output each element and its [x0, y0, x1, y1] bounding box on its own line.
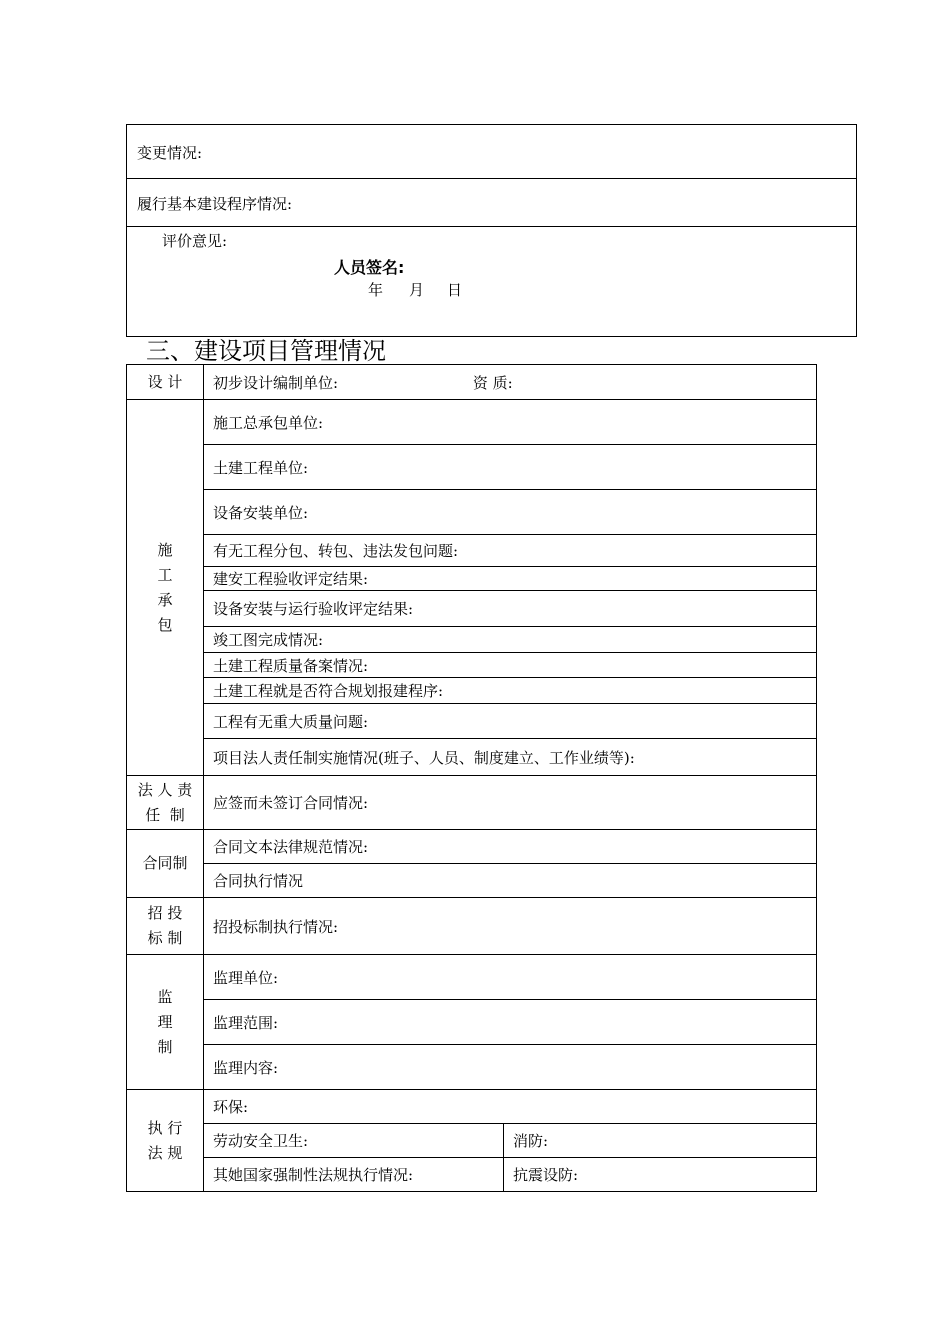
- evaluation-label: 评价意见:: [162, 232, 228, 250]
- construction-item: 土建工程就是否符合规划报建程序:: [204, 678, 817, 704]
- date-year: 年: [368, 281, 384, 299]
- legal-person-row: [127, 776, 817, 830]
- construction-item: 施工总承包单位:: [204, 400, 817, 445]
- supervision-label: 监理制: [127, 955, 204, 1090]
- supervision-item: 监理单位:: [204, 955, 817, 1000]
- section-title: 三、建设项目管理情况: [146, 337, 386, 365]
- construction-item: 工程有无重大质量问题:: [204, 704, 817, 739]
- design-qualification-label: 资 质:: [472, 373, 513, 392]
- construction-item: 土建工程质量备案情况:: [204, 653, 817, 678]
- contract-row: [127, 830, 817, 864]
- date-day: 日: [447, 281, 463, 299]
- contract-item: 合同文本法律规范情况:: [204, 830, 817, 864]
- construction-item: 设备安装单位:: [204, 490, 817, 535]
- management-table: [126, 364, 817, 1192]
- regulations-row: [127, 1090, 817, 1124]
- contract-label: 合同制: [127, 830, 204, 898]
- construction-item: 竣工图完成情况:: [204, 627, 817, 653]
- construction-label: 施工承包: [127, 400, 204, 776]
- bidding-label: 招 投 标 制: [127, 898, 204, 955]
- top-form-box: [126, 124, 857, 337]
- evaluation-area: [127, 227, 856, 336]
- procedure-row: [127, 179, 856, 227]
- procedure-label: 履行基本建设程序情况:: [137, 195, 293, 213]
- seismic-item: 抗震设防:: [504, 1158, 817, 1192]
- regulations-label: 执 行 法 规: [127, 1090, 204, 1192]
- construction-row: [127, 400, 817, 445]
- bidding-item: 招投标制执行情况:: [204, 898, 817, 955]
- change-row: [127, 125, 856, 179]
- construction-item: 有无工程分包、转包、违法发包问题:: [204, 535, 817, 567]
- env-item: 环保:: [204, 1090, 817, 1124]
- contract-item: 合同执行情况: [204, 864, 817, 898]
- bidding-row: [127, 898, 817, 955]
- design-content: [204, 365, 817, 400]
- supervision-row: [127, 955, 817, 1000]
- construction-item: 建安工程验收评定结果:: [204, 567, 817, 591]
- legal-person-label: 法 人 责 任 制: [127, 776, 204, 830]
- fire-item: 消防:: [504, 1124, 817, 1158]
- construction-item: 设备安装与运行验收评定结果:: [204, 591, 817, 627]
- construction-item: 土建工程单位:: [204, 445, 817, 490]
- other-mandatory-item: 其她国家强制性法规执行情况:: [204, 1158, 504, 1192]
- supervision-item: 监理范围:: [204, 1000, 817, 1045]
- supervision-item: 监理内容:: [204, 1045, 817, 1090]
- date-month: 月: [409, 281, 425, 299]
- design-unit-label: 初步设计编制单位:: [213, 373, 339, 392]
- design-row: [127, 365, 817, 400]
- legal-person-item: 应签而未签订合同情况:: [204, 776, 817, 830]
- signature-label: 人员签名:: [334, 258, 405, 277]
- labor-safety-item: 劳动安全卫生:: [204, 1124, 504, 1158]
- change-label: 变更情况:: [137, 144, 203, 162]
- construction-item: 项目法人责任制实施情况(班子、人员、制度建立、工作业绩等):: [204, 739, 817, 776]
- design-label: 设 计: [127, 365, 204, 400]
